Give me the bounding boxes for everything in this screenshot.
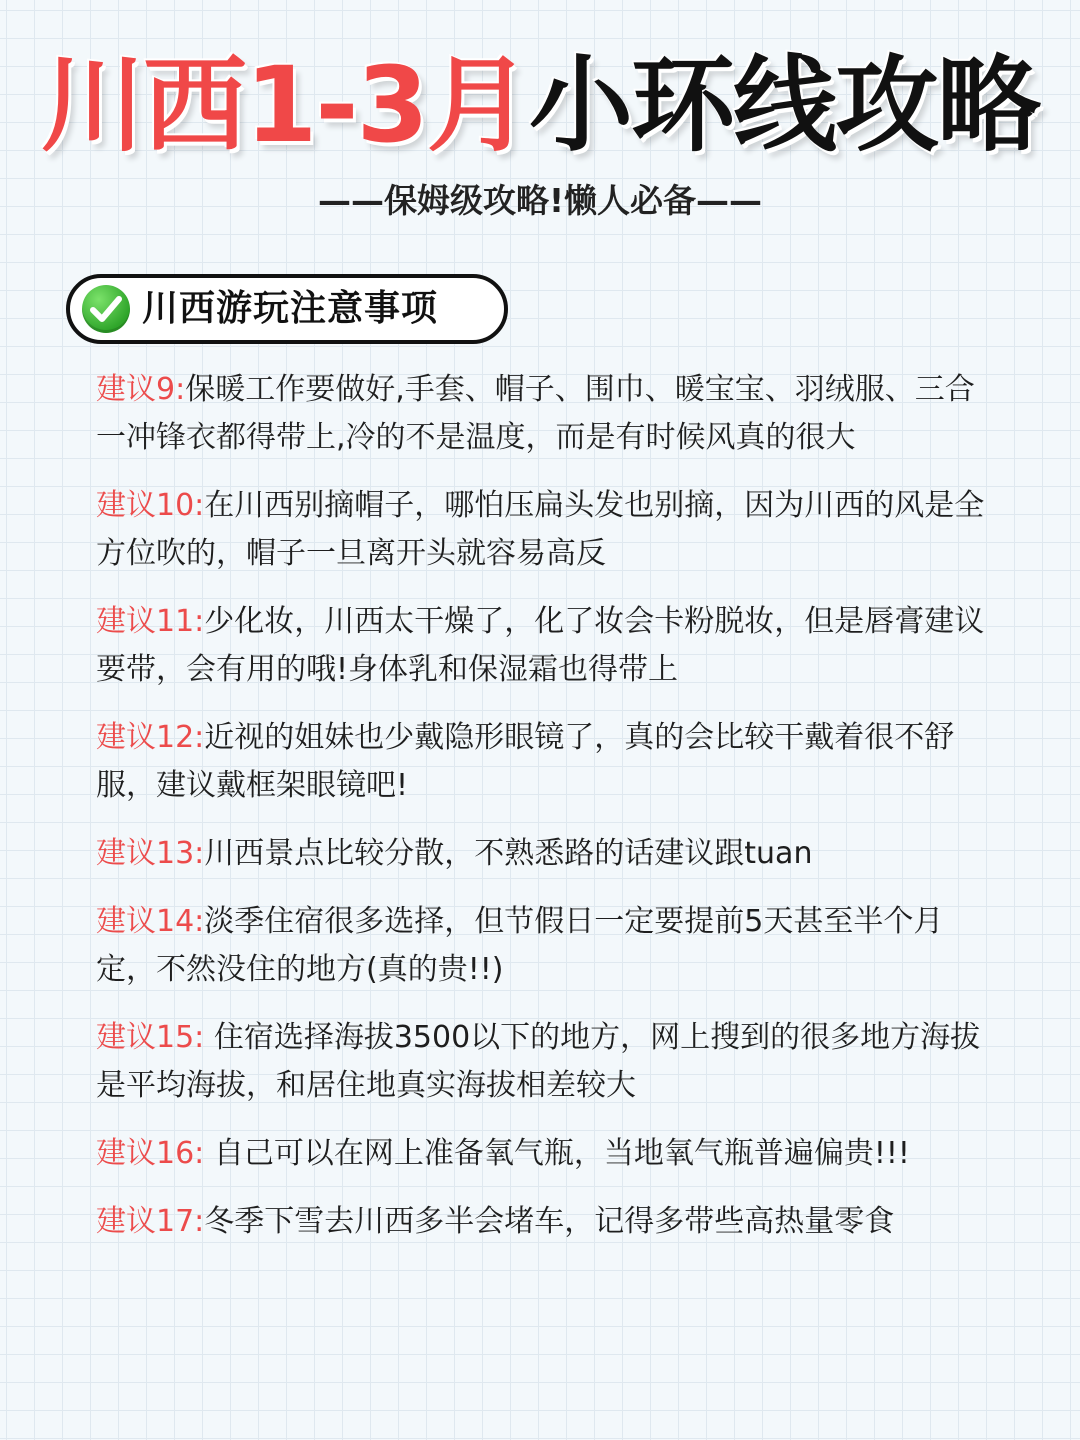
tip-label: 建议17: <box>96 1204 205 1239</box>
subtitle: ——保姆级攻略!懒人必备—— <box>317 181 763 220</box>
title-red-part: 川西1-3月 <box>41 44 529 166</box>
tip-label: 建议13: <box>96 836 205 871</box>
tip-item <box>96 482 996 578</box>
tip-label: 建议10: <box>96 488 205 523</box>
tip-item <box>96 1130 996 1178</box>
tip-text: 少化妆，川西太干燥了，化了妆会卡粉脱妆，但是唇膏建议要带，会有用的哦!身体乳和保湿霜也得带上 <box>96 604 985 687</box>
tip-text: 淡季住宿很多选择，但节假日一定要提前5天甚至半个月定，不然没住的地方(真的贵!!) <box>96 904 944 987</box>
tip-text: 冬季下雪去川西多半会堵车，记得多带些高热量零食 <box>204 1204 895 1239</box>
tip-item <box>96 598 996 694</box>
tip-item <box>96 898 996 994</box>
tip-label: 建议11: <box>96 604 205 639</box>
tip-label: 建议9: <box>96 372 186 407</box>
tip-item <box>96 714 996 810</box>
check-mark-icon <box>82 285 130 333</box>
tip-item <box>96 830 996 878</box>
tips-list <box>96 366 996 1266</box>
tip-text: 保暖工作要做好,手套、帽子、围巾、暖宝宝、羽绒服、三合一冲锋衣都得带上,冷的不是温度，而是有时候风真的很大 <box>96 372 975 455</box>
page-title <box>0 40 1080 170</box>
tip-label: 建议15: <box>96 1020 205 1055</box>
tip-text: 在川西别摘帽子，哪怕压扁头发也别摘，因为川西的风是全方位吹的，帽子一旦离开头就容易高反 <box>96 488 985 571</box>
tip-text: 自己可以在网上准备氧气瓶，当地氧气瓶普遍偏贵!!! <box>204 1136 910 1171</box>
tip-text: 近视的姐妹也少戴隐形眼镜了，真的会比较干戴着很不舒服，建议戴框架眼镜吧! <box>96 720 955 803</box>
tip-item <box>96 1198 996 1246</box>
tip-text: 川西景点比较分散，不熟悉路的话建议跟tuan <box>204 836 813 871</box>
title-black-part: 小环线攻略 <box>528 44 1039 166</box>
section-header-pill <box>66 274 508 344</box>
tip-item <box>96 366 996 462</box>
tip-label: 建议16: <box>96 1136 205 1171</box>
tip-label: 建议14: <box>96 904 205 939</box>
section-title: 川西游玩注意事项 <box>142 288 439 329</box>
tip-text: 住宿选择海拔3500以下的地方，网上搜到的很多地方海拔是平均海拔，和居住地真实海拔相差较大 <box>96 1020 981 1103</box>
tip-item <box>96 1014 996 1110</box>
tip-label: 建议12: <box>96 720 205 755</box>
